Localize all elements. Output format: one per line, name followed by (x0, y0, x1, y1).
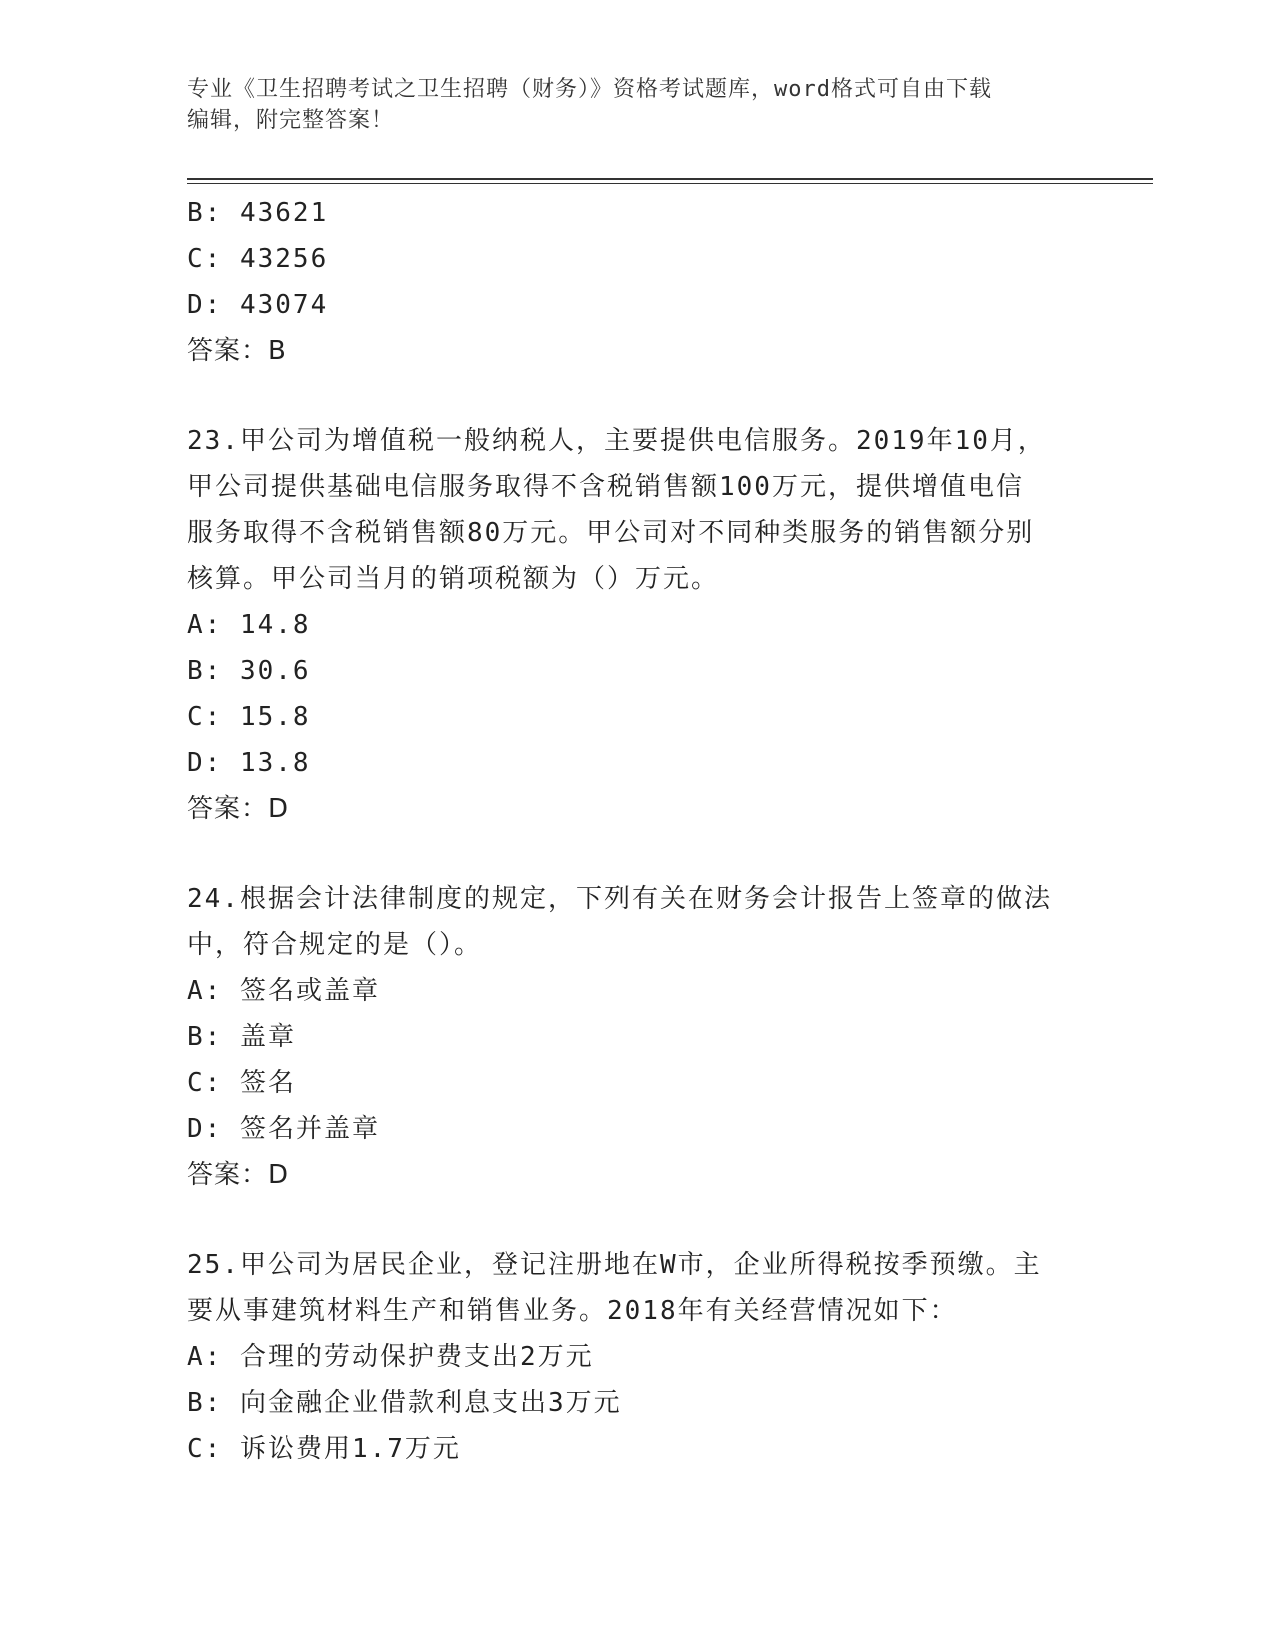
answer: 答案：D (187, 1160, 290, 1190)
question-22-tail (187, 190, 1087, 374)
option-b: B: 向金融企业借款利息支出3万元 (187, 1388, 622, 1418)
option-c: C: 15.8 (187, 702, 311, 732)
question-stem-line: 中，符合规定的是（）。 (187, 930, 483, 960)
question-stem-line: 要从事建筑材料生产和销售业务。2018年有关经营情况如下： (187, 1296, 958, 1326)
option-a: A: 合理的劳动保护费支出2万元 (187, 1342, 594, 1372)
option-c: C: 诉讼费用1.7万元 (187, 1434, 461, 1464)
answer: 答案：D (187, 794, 290, 824)
option-b: B: 30.6 (187, 656, 311, 686)
question-stem-line: 甲公司提供基础电信服务取得不含税销售额100万元，提供增值电信 (187, 472, 1024, 502)
question-list (187, 190, 1087, 1472)
header-line-2: 编辑，附完整答案！ (187, 108, 395, 133)
question-23 (187, 418, 1087, 832)
question-stem-line: 核算。甲公司当月的销项税额为（）万元。 (187, 564, 720, 594)
option-a: A: 签名或盖章 (187, 976, 380, 1006)
question-stem-line: 23.甲公司为增值税一般纳税人，主要提供电信服务。2019年10月， (187, 426, 1046, 456)
document-header (187, 74, 1087, 136)
option-c: C: 签名 (187, 1068, 296, 1098)
option-d: D: 13.8 (187, 748, 311, 778)
header-line-1: 专业《卫生招聘考试之卫生招聘（财务）》资格考试题库，word格式可自由下载 (187, 77, 992, 102)
header-divider-thin (187, 183, 1153, 184)
option-d: D: 签名并盖章 (187, 1114, 380, 1144)
question-24 (187, 876, 1087, 1198)
question-stem-line: 25.甲公司为居民企业，登记注册地在W市，企业所得税按季预缴。主 (187, 1250, 1042, 1280)
option-b: B: 43621 (187, 198, 329, 228)
option-d: D: 43074 (187, 290, 329, 320)
option-a: A: 14.8 (187, 610, 311, 640)
question-stem-line: 24.根据会计法律制度的规定，下列有关在财务会计报告上签章的做法 (187, 884, 1052, 914)
header-divider (187, 178, 1153, 180)
question-25 (187, 1242, 1087, 1472)
option-c: C: 43256 (187, 244, 329, 274)
question-stem-line: 服务取得不含税销售额80万元。甲公司对不同种类服务的销售额分别 (187, 518, 1035, 548)
option-b: B: 盖章 (187, 1022, 296, 1052)
answer: 答案：B (187, 336, 287, 366)
